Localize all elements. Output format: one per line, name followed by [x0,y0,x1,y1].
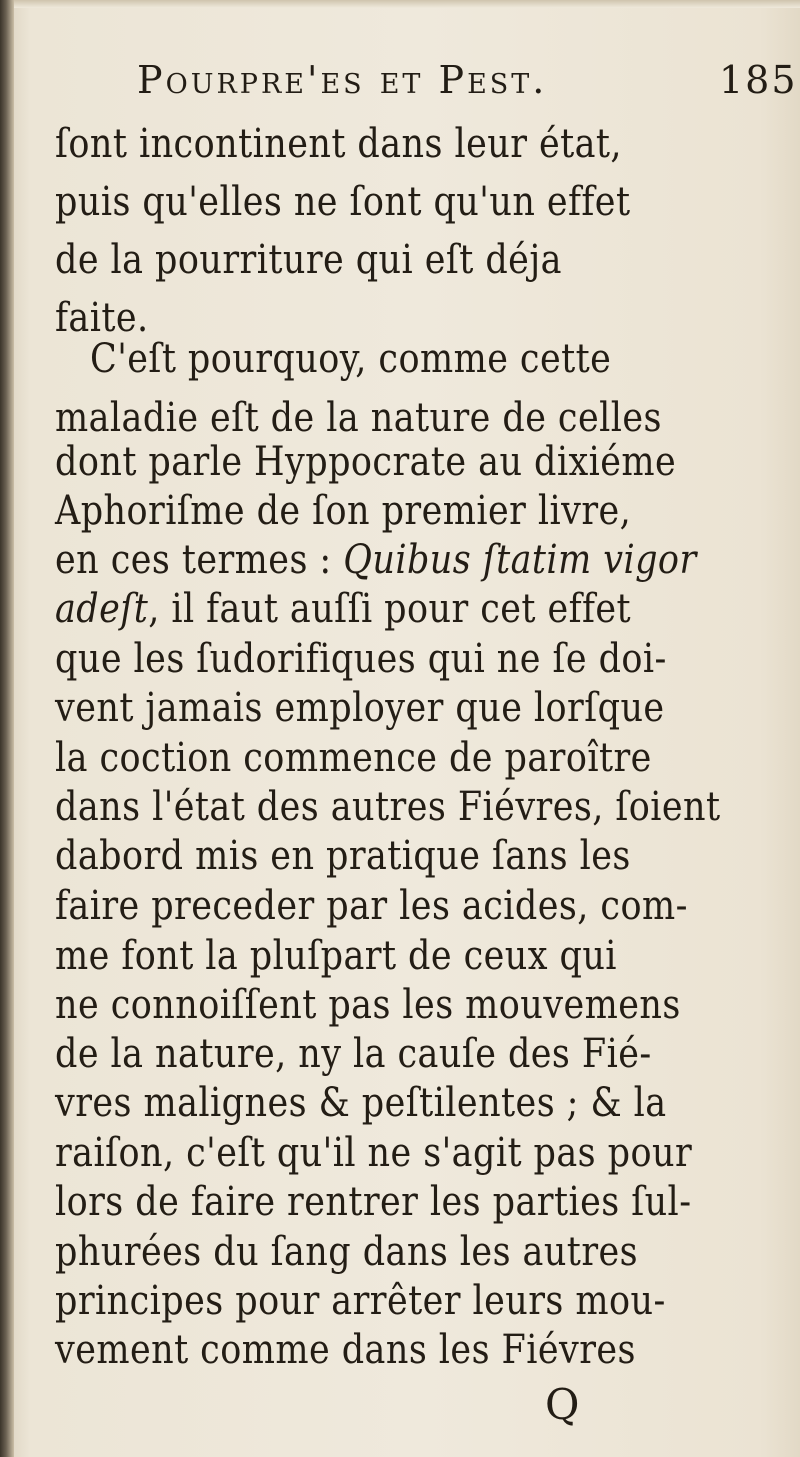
latin-quote-end: adeſt [55,586,149,632]
latin-quote: Quibus ſtatim vigor [343,537,697,583]
text-line: la coction commence de paroître [55,735,652,781]
text-line: de la nature, ny la cauſe des Fié- [55,1031,652,1077]
text-line: C'eſt pourquoy, comme cette [90,336,612,382]
text-segment: en ces termes : [55,537,332,583]
text-line: dans l'état des autres Fiévres, ſoient [55,784,721,830]
text-line: vement comme dans les Fiévres [55,1327,636,1373]
catchword: Q [545,1380,580,1429]
text-line: faire preceder par les acides, com- [55,883,688,929]
text-line: que les ſudorifiques qui ne ſe doi- [55,636,667,682]
text-line: puis qu'elles ne ſont qu'un effet [55,179,631,225]
text-line: Aphoriſme de ſon premier livre, [55,488,632,534]
text-line: me font la pluſpart de ceux qui [55,933,617,979]
text-line: dabord mis en pratique ſans les [55,833,631,879]
text-line: de la pourriture qui eſt déja [55,237,562,283]
text-line: ne connoiſſent pas les mouvemens [55,982,681,1028]
text-line: principes pour arrêter leurs mou- [55,1278,666,1324]
text-line: vres malignes & peſtilentes ; & la [55,1080,667,1126]
text-line: vent jamais employer que lorſque [55,685,665,731]
text-line: raiſon, c'eſt qu'il ne s'agit pas pour [55,1130,693,1176]
text-line: phurées du ſang dans les autres [55,1229,639,1275]
running-head [137,50,798,110]
text-line: dont parle Hyppocrate au dixiéme [55,439,677,485]
page-number: 185 [719,58,798,102]
text-segment: , il faut auſſi pour cet effet [148,586,632,632]
text-line: ſont incontinent dans leur état, [55,121,622,167]
text-line: maladie eſt de la nature de celles [55,395,662,441]
text-line: faite. [55,295,149,341]
text-line: lors de faire rentrer les parties ſul- [55,1179,692,1225]
running-head-title: Pourpre'es et Pest. [137,58,548,102]
